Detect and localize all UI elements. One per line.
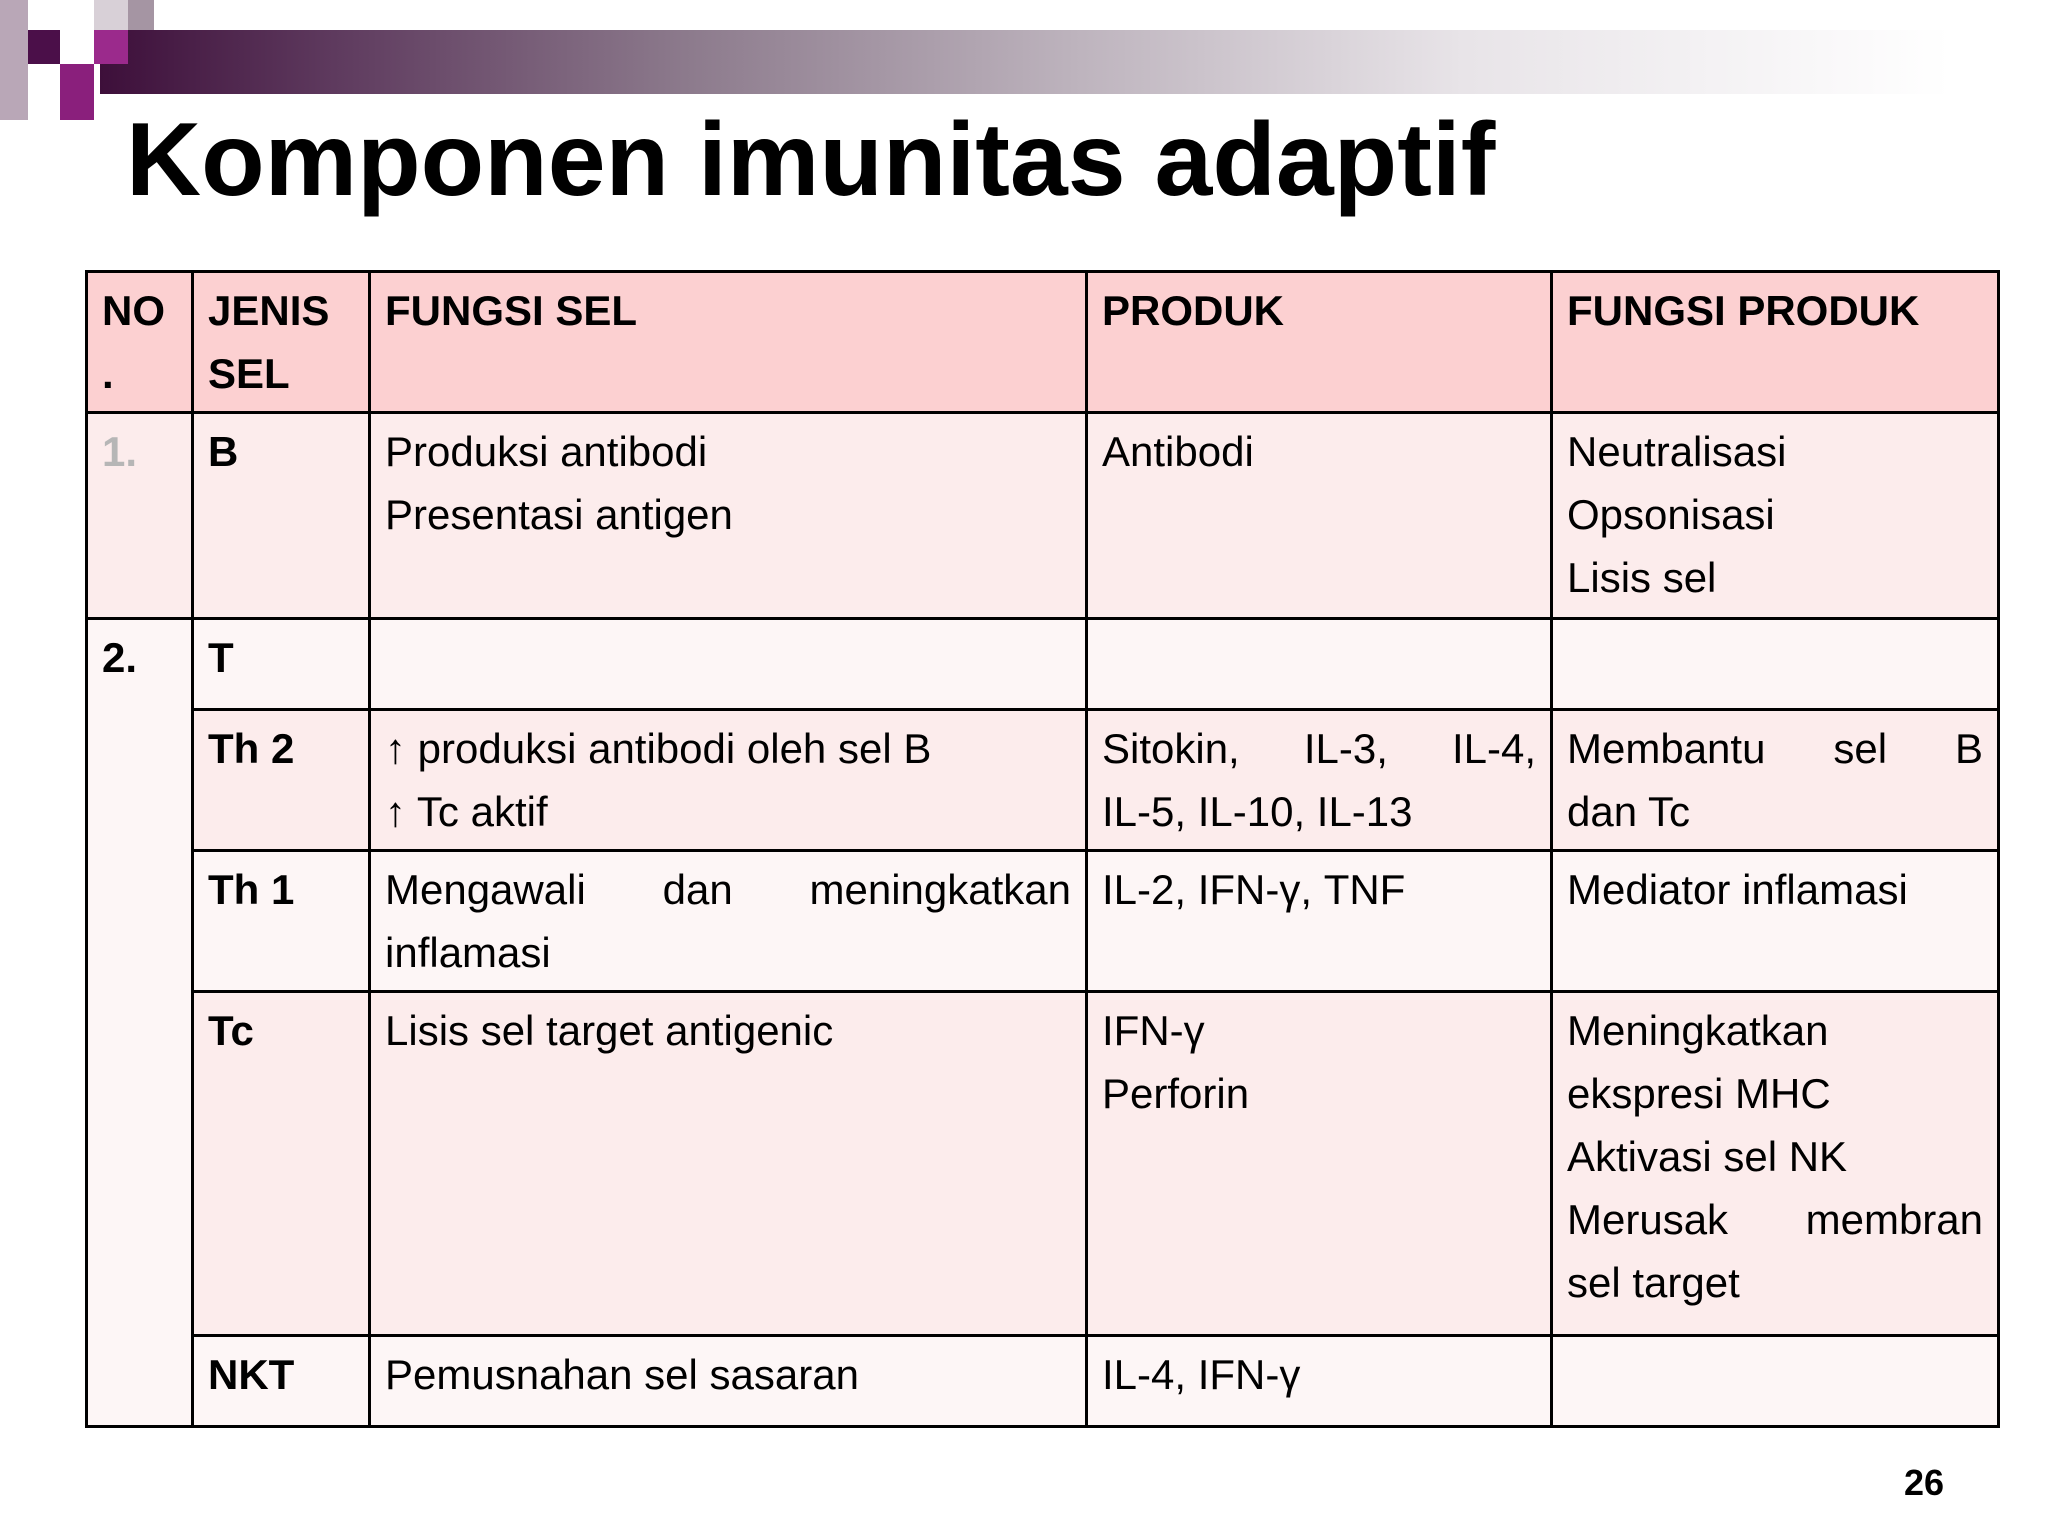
table-row-b	[87, 413, 1999, 619]
cell-fungsi-sel	[370, 413, 1087, 619]
fungsi-produk-line: sel target	[1567, 1259, 1740, 1306]
cell-jenis: Th 2	[193, 710, 370, 851]
fungsi-produk-line: Neutralisasi	[1567, 428, 1787, 475]
decoration-square	[94, 0, 128, 30]
cell-fungsi-sel	[370, 851, 1087, 992]
table-row-nkt	[87, 1336, 1999, 1427]
cell-jenis: Tc	[193, 992, 370, 1336]
header-fungsi-sel: FUNGSI SEL	[370, 272, 1087, 413]
cell-produk	[1087, 710, 1552, 851]
fungsi-produk-line: Opsonisasi	[1567, 491, 1775, 538]
cell-produk: IL-2, IFN-γ, TNF	[1087, 851, 1552, 992]
decoration-square	[128, 0, 154, 30]
table-row-th2	[87, 710, 1999, 851]
decoration-square	[0, 0, 28, 120]
fungsi-produk-line: Membantu sel B	[1567, 725, 1983, 772]
produk-line: Perforin	[1102, 1070, 1250, 1117]
decoration-square	[60, 64, 94, 120]
produk-line: Sitokin, IL-3, IL-4,	[1102, 725, 1536, 772]
table-row-t	[87, 619, 1999, 710]
slide-title: Komponen imunitas adaptif	[126, 102, 1496, 218]
cell-fungsi-produk	[1552, 413, 1999, 619]
fungsi-produk-line: Aktivasi sel NK	[1567, 1133, 1848, 1180]
cell-produk	[1087, 992, 1552, 1336]
fungsi-sel-line: ↑ Tc aktif	[385, 788, 548, 835]
decoration-square	[28, 30, 60, 64]
table-row-th1	[87, 851, 1999, 992]
header-jenis-line: SEL	[208, 350, 290, 397]
cell-fungsi-produk	[1552, 710, 1999, 851]
cell-fungsi-sel	[370, 619, 1087, 710]
cell-fungsi-produk	[1552, 619, 1999, 710]
header-gradient-bar	[100, 30, 2048, 94]
table-row-tc	[87, 992, 1999, 1336]
page-number: 26	[1903, 1462, 1944, 1503]
table-header-row	[87, 272, 1999, 413]
cell-produk: Antibodi	[1087, 413, 1552, 619]
fungsi-sel-line: inflamasi	[385, 929, 551, 976]
fungsi-produk-line: dan Tc	[1567, 788, 1690, 835]
header-no-line: .	[102, 350, 114, 397]
cell-jenis: B	[193, 413, 370, 619]
produk-line: IFN-γ	[1102, 1007, 1205, 1054]
header-no-line: NO	[102, 287, 165, 334]
header-no	[87, 272, 193, 413]
cell-produk: IL-4, IFN-γ	[1087, 1336, 1552, 1427]
fungsi-produk-line: Meningkatkan	[1567, 1007, 1829, 1054]
cell-fungsi-produk	[1552, 1336, 1999, 1427]
header-jenis-sel	[193, 272, 370, 413]
fungsi-sel-line: ↑ produksi antibodi oleh sel B	[385, 725, 932, 772]
header-produk: PRODUK	[1087, 272, 1552, 413]
fungsi-sel-line: Produksi antibodi	[385, 428, 708, 475]
cell-no: 2.	[87, 619, 193, 1427]
produk-line: IL-5, IL-10, IL-13	[1102, 788, 1413, 835]
cell-produk	[1087, 619, 1552, 710]
fungsi-produk-line: Lisis sel	[1567, 554, 1717, 601]
cell-fungsi-produk	[1552, 992, 1999, 1336]
fungsi-sel-line: Mengawali dan meningkatkan	[385, 866, 1071, 913]
cell-fungsi-produk: Mediator inflamasi	[1552, 851, 1999, 992]
fungsi-produk-line: ekspresi MHC	[1567, 1070, 1831, 1117]
header-fungsi-produk: FUNGSI PRODUK	[1552, 272, 1999, 413]
cell-jenis: T	[193, 619, 370, 710]
cell-jenis: NKT	[193, 1336, 370, 1427]
cell-no	[87, 413, 193, 619]
decoration-square	[94, 30, 128, 64]
cell-jenis: Th 1	[193, 851, 370, 992]
cell-fungsi-sel	[370, 710, 1087, 851]
adaptive-immunity-table	[85, 270, 2000, 1428]
fungsi-produk-line: Merusak membran	[1567, 1196, 1983, 1243]
row-number: 1.	[102, 428, 138, 475]
cell-fungsi-sel: Lisis sel target antigenic	[370, 992, 1087, 1336]
header-jenis-line: JENIS	[208, 287, 330, 334]
cell-fungsi-sel: Pemusnahan sel sasaran	[370, 1336, 1087, 1427]
fungsi-sel-line: Presentasi antigen	[385, 491, 733, 538]
